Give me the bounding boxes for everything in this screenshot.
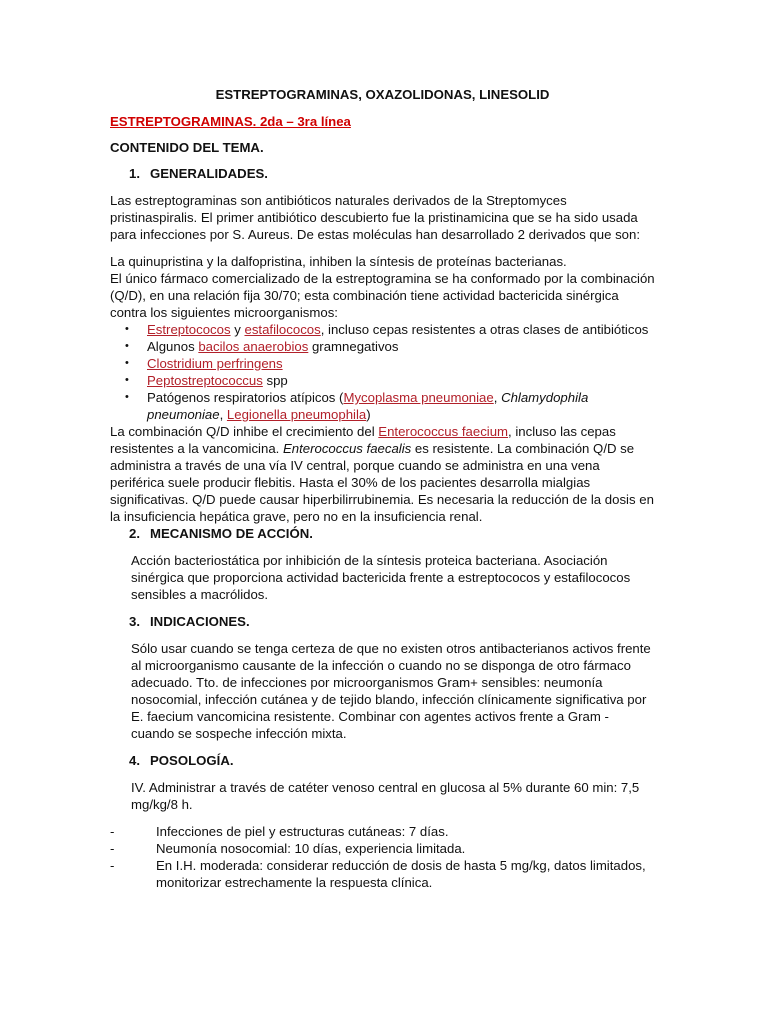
link-peptostreptococcus[interactable]: Peptostreptococcus [147,373,263,388]
paragraph-generalidades-3: El único fármaco comercializado de la estreptogramina se ha conformado por la combinación (Q/D), en una relación fija 30/70; esta combinación tiene actividad bactericida sinérgica contra los siguientes microorganismos: [110,271,655,320]
heading-generalidades [110,165,655,182]
heading-number: 1. [129,166,140,181]
link-estreptococos[interactable]: Estreptococos [147,322,231,337]
list-item-text: Patógenos respiratorios atípicos ( [147,390,344,405]
text-close-paren: ) [366,407,371,422]
paragraph-generalidades-1: Las estreptograminas son antibióticos naturales derivados de la Streptomyces pristinaspiralis. El primer antibiótico descubierto fue la pristinamicina que se ha sido usada para infecciones por S. Aureus. De estas moléculas han desarrollado 2 derivados que son: [110,193,641,242]
list-item [110,338,655,355]
list-item [110,389,655,423]
document-page [110,86,655,891]
document-title: ESTREPTOGRAMINAS, OXAZOLIDONAS, LINESOLID [215,87,550,102]
heading-mecanismo [110,525,655,542]
list-item [110,321,655,338]
list-item: - Neumonía nosocomial: 10 días, experiencia limitada. [110,840,655,857]
list-item-text: Algunos [147,339,199,354]
paragraph-generalidades-4 [110,423,655,525]
link-enterococcus-faecium[interactable]: Enterococcus faecium [378,424,509,439]
heading-text: INDICACIONES. [150,614,250,629]
heading-text: MECANISMO DE ACCIÓN. [150,526,313,541]
link-estafilococos[interactable]: estafilococos [244,322,321,337]
list-item: - En I.H. moderada: considerar reducción de dosis de hasta 5 mg/kg, datos limitados, monitorizar estrechamente la respuesta clínica. [110,857,655,891]
organism-list [110,321,655,423]
paragraph-indicaciones: Sólo usar cuando se tenga certeza de que no existen otros antibacterianos activos frente al microorganismo causante de la infección o cuando no se disponga de otro fármaco adecuado. Tto. de infecciones por microorganismos Gram+ sensibles: neumonía nosocomial, infección cutánea y de tejido blando, infección clínicamente significativa por E. faecium vancomicina resistente. Combinar con agentes activos frente a Gram - cuando se sospeche infección mixta. [131,641,651,741]
heading-number: 4. [129,753,140,768]
section-subtitle: ESTREPTOGRAMINAS. 2da – 3ra línea [110,114,351,129]
link-mycoplasma-pneumoniae[interactable]: Mycoplasma pneumoniae [343,390,494,405]
heading-indicaciones [110,613,655,630]
text-segment: La combinación Q/D inhibe el crecimiento del [110,424,379,439]
text-segment: , incluso las cepas resistentes a la vancomicina. [110,424,616,456]
list-item: - Infecciones de piel y estructuras cutáneas: 7 días. [110,823,655,840]
list-item-text: , incluso cepas resistentes a otras clases de antibióticos [320,322,649,337]
text-comma: , [493,390,502,405]
italic-enterococcus-faecalis: Enterococcus faecalis [282,441,412,456]
heading-number: 3. [129,614,140,629]
paragraph-posologia: IV. Administrar a través de catéter venoso central en glucosa al 5% durante 60 min: 7,5 mg/kg/8 h. [131,780,640,812]
contents-heading: CONTENIDO DEL TEMA. [110,140,264,155]
link-clostridium-perfringens[interactable]: Clostridium perfringens [147,356,283,371]
dosage-list [110,823,655,891]
heading-number: 2. [129,526,140,541]
list-item-text: gramnegativos [308,339,399,354]
text-comma: , [219,407,227,422]
heading-text: GENERALIDADES. [150,166,268,181]
text-segment: es resistente. La combinación Q/D se administra a través de una vía IV central, porque cuando se administra en una vena periférica suele producir flebitis. Hasta el 30% de los pacientes desarrolla mialgias significativas. Q/D puede causar hiperbilirrubinemia. Es necesaria la reducción de la dosis en la insuficiencia hepática grave, pero no en la insuficiencia renal. [110,441,654,524]
heading-posologia [110,752,655,769]
link-legionella-pneumophila[interactable]: Legionella pneumophila [226,407,367,422]
paragraph-generalidades-2: La quinupristina y la dalfopristina, inhiben la síntesis de proteínas bacterianas. [110,254,567,269]
list-item [110,355,655,372]
paragraph-mecanismo: Acción bacteriostática por inhibición de la síntesis proteica bacteriana. Asociación sinérgica que proporciona actividad bactericida frente a estreptococos y estafilococos sensibles a macrólidos. [131,553,631,602]
italic-chlamydophila: Chlamydophila pneumoniae [147,390,589,422]
link-bacilos-anaerobios[interactable]: bacilos anaerobios [198,339,309,354]
list-item-text: spp [262,373,288,388]
list-item [110,372,655,389]
heading-text: POSOLOGÍA. [150,753,234,768]
text-and: y [230,322,245,337]
